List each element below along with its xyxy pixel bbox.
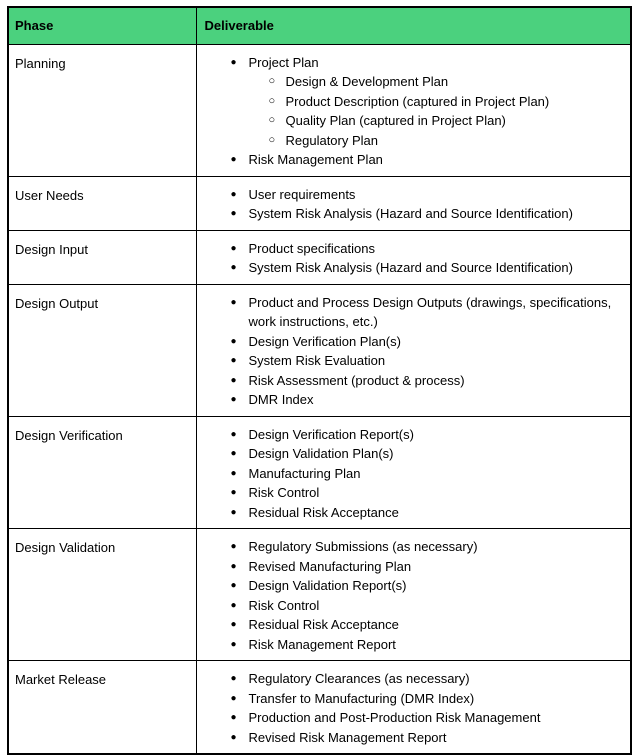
bullet-item — [231, 503, 621, 523]
bullet-text: Project Plan — [248, 54, 319, 70]
sub-bullet-item — [269, 131, 621, 151]
table-row — [8, 661, 631, 755]
deliverable-cell — [196, 230, 631, 284]
bullet-text: User requirements — [248, 186, 356, 202]
bullet-text: Production and Post-Production Risk Management — [248, 710, 541, 725]
bullet-icon: ● — [230, 580, 237, 591]
phase-deliverable-table — [7, 6, 632, 755]
bullet-item — [231, 669, 621, 689]
bullet-icon: ● — [230, 467, 237, 479]
phase-cell: Design Verification — [8, 416, 196, 529]
bullet-item — [231, 53, 621, 73]
bullet-text: Design Validation Plan(s) — [248, 446, 394, 461]
phase-cell: Design Input — [8, 230, 196, 284]
bullet-text: Product Description (captured in Project Plan) — [285, 93, 550, 109]
bullet-item — [231, 204, 621, 224]
bullet-item — [231, 708, 621, 728]
sub-bullet-item — [269, 72, 621, 92]
bullet-item — [231, 635, 621, 655]
circle-icon: ○ — [268, 94, 276, 107]
bullet-icon: ● — [230, 335, 237, 347]
sub-bullet-item — [269, 92, 621, 112]
bullet-icon: ● — [230, 394, 237, 405]
bullet-text: System Risk Analysis (Hazard and Source Identification) — [248, 206, 573, 221]
bullet-text: Risk Control — [248, 485, 320, 500]
bullet-icon: ● — [230, 619, 237, 630]
circle-icon: ○ — [268, 75, 276, 87]
phase-cell: Market Release — [8, 661, 196, 755]
bullet-item — [231, 332, 621, 352]
bullet-icon: ● — [230, 673, 237, 684]
bullet-item — [231, 185, 621, 205]
bullet-item — [231, 239, 621, 259]
bullet-text: Residual Risk Acceptance — [248, 617, 399, 632]
bullet-icon: ● — [230, 712, 237, 723]
bullet-item — [231, 728, 621, 748]
deliverable-cell — [196, 661, 631, 755]
bullet-item — [231, 293, 621, 332]
bullet-item — [231, 615, 621, 635]
phase-cell: Design Output — [8, 284, 196, 416]
bullet-text: Design Validation Report(s) — [248, 578, 407, 593]
sub-bullet-item — [269, 111, 621, 131]
bullet-icon: ● — [230, 448, 237, 459]
bullet-icon: ● — [230, 487, 237, 498]
bullet-item — [231, 464, 621, 484]
bullet-item — [231, 390, 621, 410]
table-row — [8, 529, 631, 661]
bullet-text: Transfer to Manufacturing (DMR Index) — [248, 690, 475, 706]
bullet-text: Regulatory Submissions (as necessary) — [248, 539, 478, 554]
bullet-text: Product and Process Design Outputs (drawings, specifications, work instructions, etc.) — [248, 294, 612, 329]
bullet-item — [231, 689, 621, 709]
bullet-item — [231, 371, 621, 391]
bullet-item — [231, 425, 621, 445]
bullet-icon: ● — [230, 56, 237, 68]
bullet-item — [231, 444, 621, 464]
bullet-item — [231, 150, 621, 170]
phase-cell: Planning — [8, 44, 196, 176]
bullet-icon: ● — [230, 208, 237, 219]
circle-icon: ○ — [268, 133, 276, 146]
bullet-item — [231, 557, 621, 577]
deliverable-column-header: Deliverable — [196, 7, 631, 44]
table-row — [8, 176, 631, 230]
bullet-icon: ● — [230, 599, 237, 611]
bullet-icon: ● — [230, 731, 237, 743]
phase-cell: Design Validation — [8, 529, 196, 661]
bullet-text: Revised Risk Management Report — [248, 729, 447, 745]
bullet-text: Risk Assessment (product & process) — [248, 372, 465, 388]
bullet-text: System Risk Analysis (Hazard and Source Identification) — [248, 260, 573, 275]
bullet-text: Risk Management Report — [248, 636, 396, 652]
table-row — [8, 44, 631, 176]
bullet-icon: ● — [230, 692, 237, 704]
header-row — [8, 7, 631, 44]
bullet-icon: ● — [230, 188, 237, 200]
table-row — [8, 284, 631, 416]
table-row — [8, 230, 631, 284]
deliverable-cell — [196, 284, 631, 416]
bullet-text: Quality Plan (captured in Project Plan) — [285, 113, 506, 128]
circle-icon: ○ — [268, 114, 276, 126]
bullet-icon: ● — [230, 560, 237, 572]
bullet-text: System Risk Evaluation — [248, 353, 386, 368]
bullet-icon: ● — [230, 355, 237, 366]
bullet-item — [231, 483, 621, 503]
bullet-text: Design Verification Plan(s) — [248, 333, 401, 349]
bullet-icon: ● — [230, 374, 237, 386]
table-row — [8, 416, 631, 529]
bullet-icon: ● — [230, 638, 237, 650]
bullet-text: Product specifications — [248, 240, 375, 256]
bullet-item — [231, 596, 621, 616]
bullet-item — [231, 576, 621, 596]
deliverable-cell — [196, 416, 631, 529]
bullet-icon: ● — [230, 262, 237, 273]
bullet-item — [231, 537, 621, 557]
bullet-text: Design Verification Report(s) — [248, 426, 414, 442]
phase-column-header: Phase — [8, 7, 196, 44]
bullet-icon: ● — [230, 296, 237, 308]
deliverable-cell — [196, 176, 631, 230]
bullet-icon: ● — [230, 541, 237, 552]
bullet-text: Regulatory Plan — [285, 132, 378, 148]
bullet-text: Risk Management Plan — [248, 152, 383, 167]
phase-cell: User Needs — [8, 176, 196, 230]
bullet-text: Risk Control — [248, 597, 320, 613]
bullet-text: Design & Development Plan — [285, 74, 449, 89]
bullet-icon: ● — [230, 506, 237, 518]
bullet-text: Revised Manufacturing Plan — [248, 558, 412, 574]
bullet-item — [231, 258, 621, 278]
deliverable-cell — [196, 529, 631, 661]
bullet-item — [231, 351, 621, 371]
bullet-text: Regulatory Clearances (as necessary) — [248, 671, 470, 686]
bullet-text: DMR Index — [248, 392, 314, 407]
bullet-icon: ● — [230, 154, 237, 165]
bullet-icon: ● — [230, 242, 237, 254]
table-body — [8, 44, 631, 754]
deliverable-cell — [196, 44, 631, 176]
bullet-text: Residual Risk Acceptance — [248, 504, 399, 520]
bullet-icon: ● — [230, 428, 237, 440]
bullet-text: Manufacturing Plan — [248, 465, 361, 481]
